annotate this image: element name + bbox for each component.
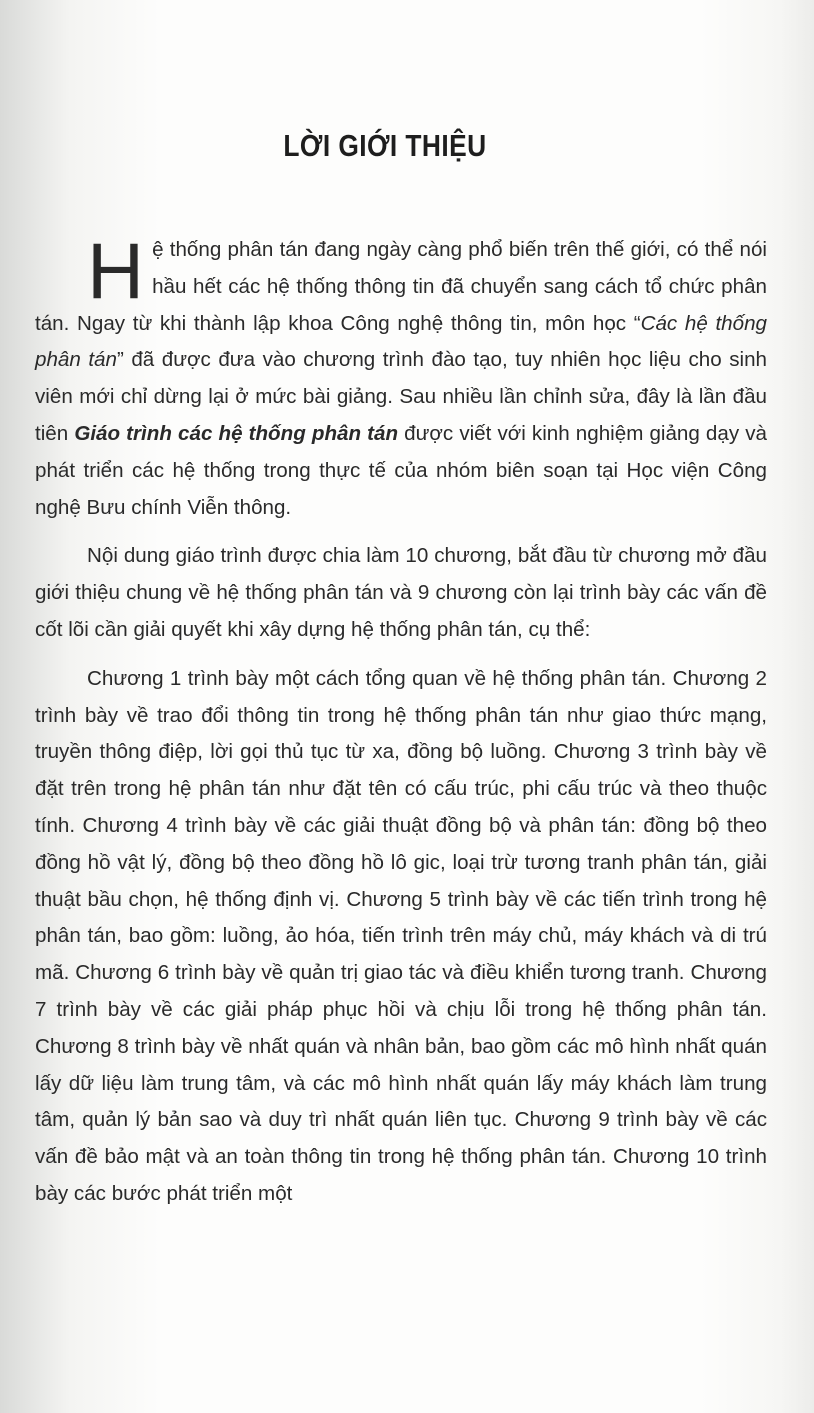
paragraph-1: [35, 226, 767, 526]
paragraph-1-part-1: ệ thống phân tán đang ngày càng phổ biến trên thế giới, có thể nói hầu hết các hệ thống thông tin đã chuyển sang cách tổ chức phân tán. Ngay từ khi thành lập khoa Công nghệ thông tin, môn học “: [35, 238, 767, 335]
page-title: LỜI GIỚI THIỆU: [283, 128, 487, 163]
book-name: Giáo trình các hệ thống phân tán: [74, 421, 399, 445]
paragraph-1-part-2: ” đã được đưa vào chương trình đào tạo, tuy nhiên học liệu cho sinh viên mới chỉ dừng lại ở mức bài giảng. Sau nhiều lần chỉnh sửa, đây là lần đầu tiên: [35, 348, 767, 445]
paragraph-1-part-3: được viết với kinh nghiệm giảng dạy và phát triển các hệ thống trong thực tế của nhóm biên soạn tại Học viện Công nghệ Bưu chính Viễn thông.: [35, 421, 767, 519]
body-text: [35, 226, 767, 1213]
drop-cap: H: [87, 226, 145, 315]
course-name: Các hệ thống phân tán: [35, 311, 767, 372]
paragraph-2: Nội dung giáo trình được chia làm 10 chương, bắt đầu từ chương mở đầu giới thiệu chung về hệ thống phân tán và 9 chương còn lại trình bày các vấn đề cốt lõi cần giải quyết khi xây dựng hệ thống phân tán, cụ thể:: [35, 544, 767, 641]
paragraph-3: Chương 1 trình bày một cách tổng quan về hệ thống phân tán. Chương 2 trình bày về trao đổi thông tin trong hệ thống phân tán như giao thức mạng, truyền thông điệp, lời gọi thủ tục từ xa, đồng bộ luồng. Chương 3 trình bày về đặt trên trong hệ phân tán như đặt tên có cấu trúc, phi cấu trúc và theo thuộc tính. Chương 4 trình bày về các giải thuật đồng bộ và phân tán: đồng bộ theo đồng hồ vật lý, đồng bộ theo đồng hồ lô gic, loại trừ tương tranh phân tán, giải thuật bầu chọn, hệ thống định vị. Chương 5 trình bày về các tiến trình trong hệ phân tán, bao gồm: luồng, ảo hóa, tiến trình trên máy chủ, máy khách và di trú mã. Chương 6 trình bày về quản trị giao tác và điều khiển tương tranh. Chương 7 trình bày về các giải pháp phục hồi và chịu lỗi trong hệ thống phân tán. Chương 8 trình bày về nhất quán và nhân bản, bao gồm các mô hình nhất quán lấy dữ liệu làm trung tâm, và các mô hình nhất quán lấy máy khách làm trung tâm, quản lý bản sao và duy trì nhất quán liên tục. Chương 9 trình bày về các vấn đề bảo mật và an toàn thông tin trong hệ thống phân tán. Chương 10 trình bày các bước phát triển một: [35, 666, 767, 1205]
